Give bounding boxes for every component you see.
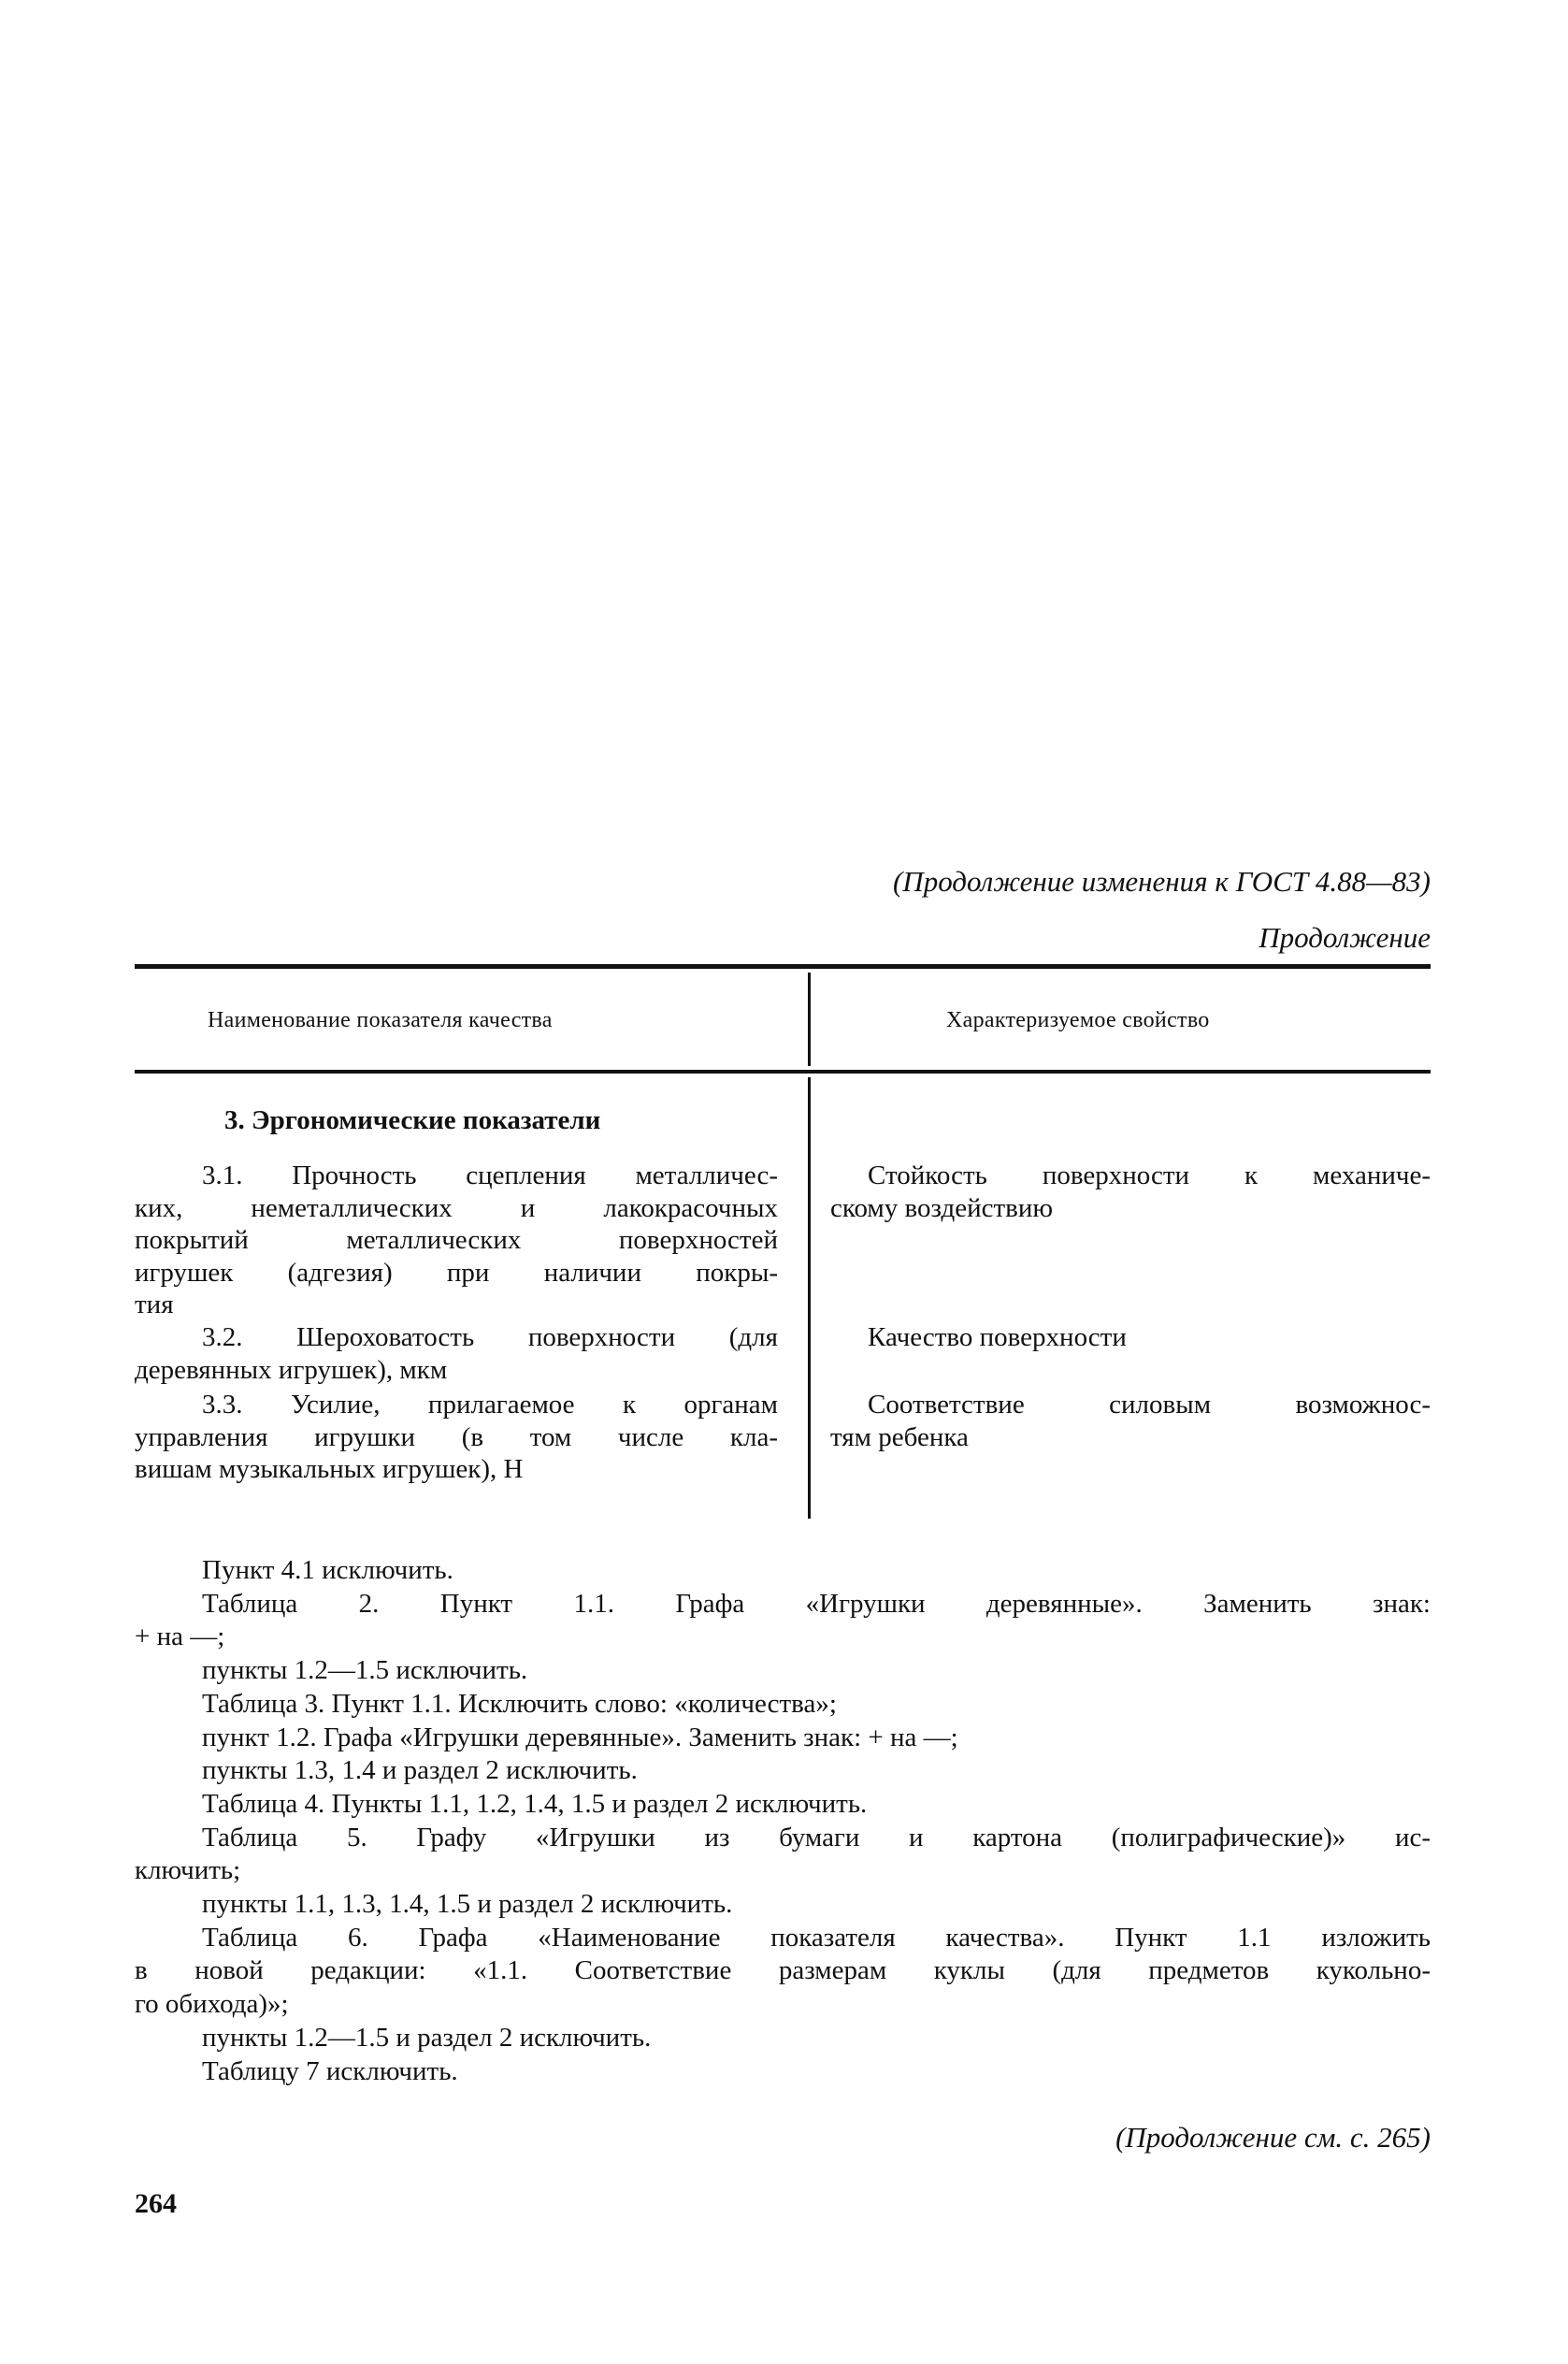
text-line: Таблица 2. Пункт 1.1. Графа «Игрушки деревянные». Заменить знак: [202, 1588, 1431, 1619]
text-line: Пункт 4.1 исключить. [202, 1555, 453, 1585]
text-line: Таблица 4. Пункты 1.1, 1.2, 1.4, 1.5 и раздел 2 исключить. [202, 1788, 868, 1819]
text-line: деревянных игрушек), мкм [135, 1354, 448, 1385]
continuation-title: (Продолжение изменения к ГОСТ 4.88—83) [892, 865, 1431, 898]
text-line: + на —; [135, 1622, 225, 1652]
table-row-name [135, 1389, 778, 1486]
text-line: управления игрушки (в том числе кла- [135, 1421, 778, 1452]
section-heading: 3. Эргономические показатели [224, 1105, 601, 1135]
table-top-rule [135, 964, 1431, 969]
text-line: ключить; [135, 1855, 241, 1886]
amendment-text [135, 1554, 1431, 2088]
text-line: в новой редакции: «1.1. Соответствие размерам куклы (для предметов кукольно- [135, 1955, 1431, 1986]
text-line: ких, неметаллических и лакокрасочных [135, 1192, 778, 1223]
text-line: Таблица 6. Графа «Наименование показателя качества». Пункт 1.1 изложить [202, 1922, 1431, 1953]
table-row-property [868, 1321, 1431, 1354]
column-divider-header [808, 973, 811, 1066]
column-header-name: Наименование показателя качества [208, 1008, 553, 1032]
text-line: 3.1. Прочность сцепления металличес- [202, 1160, 778, 1190]
text-line: пункты 1.3, 1.4 и раздел 2 исключить. [202, 1755, 638, 1786]
text-line: 3.3. Усилие, прилагаемое к органам [202, 1390, 778, 1420]
text-line: тям ребенка [830, 1421, 969, 1452]
table-header-rule [135, 1070, 1431, 1074]
text-line: го обихода)»; [135, 1989, 289, 2020]
text-line: 3.2. Шероховатость поверхности (для [202, 1322, 778, 1352]
continued-note: (Продолжение см. с. 265) [1115, 2121, 1431, 2154]
text-line: Таблица 3. Пункт 1.1. Исключить слово: «количества»; [202, 1688, 837, 1719]
table-row-name [135, 1321, 778, 1386]
text-line: тия [135, 1290, 174, 1319]
text-line: Качество поверхности [868, 1322, 1127, 1352]
text-line: Соответствие силовым возможнос- [868, 1390, 1431, 1420]
text-line: пункт 1.2. Графа «Игрушки деревянные». Заменить знак: + на —; [202, 1722, 958, 1752]
text-line: Таблица 5. Графу «Игрушки из бумаги и картона (полиграфические)» ис- [202, 1822, 1431, 1852]
continuation-label: Продолжение [1259, 921, 1431, 954]
table-row-property [830, 1160, 1431, 1224]
text-line: Стойкость поверхности к механиче- [868, 1160, 1431, 1190]
table-row-property [830, 1389, 1431, 1453]
table-row-name [135, 1160, 778, 1321]
text-line: вишам музыкальных игрушек), Н [135, 1454, 524, 1484]
text-line: игрушек (адгезия) при наличии покры- [135, 1257, 778, 1288]
text-line: пункты 1.2—1.5 и раздел 2 исключить. [202, 2022, 652, 2053]
text-line: пункты 1.1, 1.3, 1.4, 1.5 и раздел 2 исключить. [202, 1889, 733, 1920]
text-line: Таблицу 7 исключить. [202, 2055, 458, 2086]
text-line: пункты 1.2—1.5 исключить. [202, 1655, 528, 1686]
column-divider-body [808, 1077, 811, 1519]
text-line: скому воздействию [830, 1192, 1054, 1223]
page-number: 264 [135, 2188, 177, 2219]
text-line: покрытий металлических поверхностей [135, 1225, 778, 1255]
column-header-property: Характеризуемое свойство [946, 1008, 1210, 1032]
